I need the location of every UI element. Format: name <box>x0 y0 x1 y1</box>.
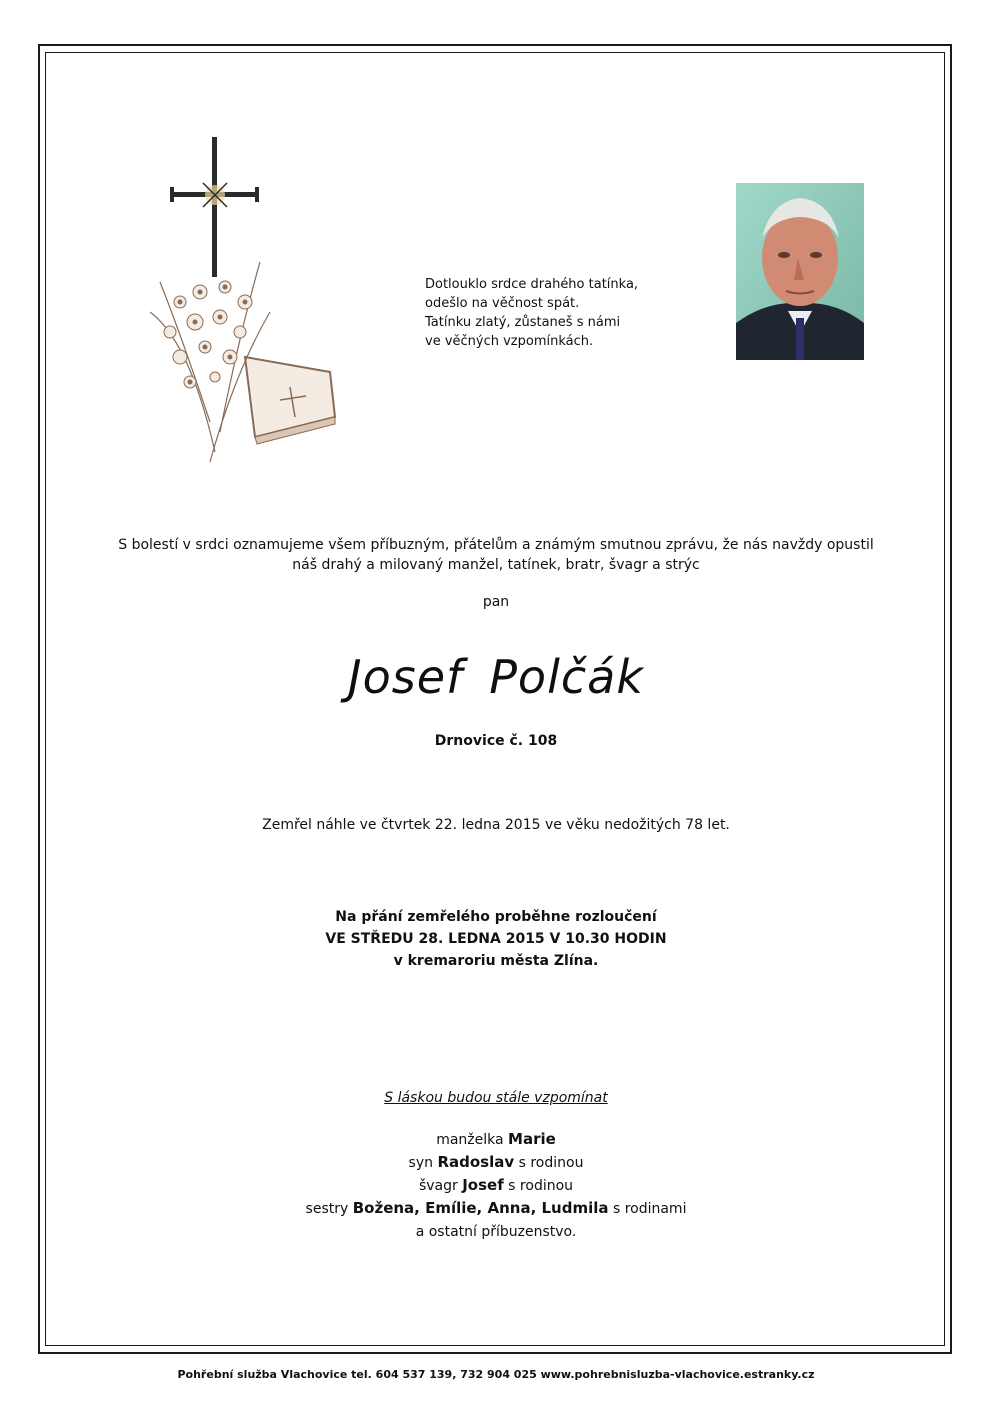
ceremony-line: Na přání zemřelého proběhne rozloučení <box>335 909 657 925</box>
family-row: sestry Božena, Emílie, Anna, Ludmila s rodinami <box>305 1199 687 1217</box>
ceremony-line: v kremaroriu města Zlína. <box>393 953 599 969</box>
deceased-name <box>60 650 932 704</box>
verse <box>425 275 685 351</box>
first-name: Josef <box>348 650 464 704</box>
verse-line: Dotlouklo srdce drahého tatínka, <box>425 277 639 292</box>
announcement-line: S bolestí v srdci oznamujeme všem příbuzným, přátelům a známým smutnou zprávu, že nás navždy opustil <box>118 537 874 553</box>
family-row: a ostatní příbuzenstvo. <box>415 1224 577 1240</box>
remembrance-title: S láskou budou stále vzpomínat <box>384 1090 608 1106</box>
cross-icon <box>170 137 259 277</box>
verse-line: Tatínku zlatý, zůstaneš s námi <box>425 315 621 330</box>
family-row: švagr Josef s rodinou <box>418 1176 574 1194</box>
announcement-line: náš drahý a milovaný manžel, tatínek, bratr, švagr a strýc <box>292 557 700 573</box>
family-row: manželka Marie <box>436 1130 556 1148</box>
family-list <box>60 1128 932 1243</box>
ceremony-line: VE STŘEDU 28. LEDNA 2015 V 10.30 HODIN <box>325 931 667 947</box>
verse-line: odešlo na věčnost spát. <box>425 296 580 311</box>
family-row: syn Radoslav s rodinou <box>408 1153 584 1171</box>
last-name: Polčák <box>489 650 644 704</box>
salutation: pan <box>482 594 510 610</box>
footer-contact: Pohřební služba Vlachovice tel. 604 537 139, 732 904 025 www.pohrebnisluzba-vlachovice.estranky.cz <box>177 1368 815 1381</box>
address: Drnovice č. 108 <box>434 733 558 749</box>
announcement <box>60 535 932 575</box>
book-icon <box>245 357 335 444</box>
death-notice: Zemřel náhle ve čtvrtek 22. ledna 2015 ve věku nedožitých 78 let. <box>262 817 730 833</box>
cross-flowers-emblem <box>140 132 350 467</box>
ceremony-info <box>60 906 932 972</box>
portrait-photo <box>736 183 864 360</box>
verse-line: ve věčných vzpomínkách. <box>425 334 594 349</box>
